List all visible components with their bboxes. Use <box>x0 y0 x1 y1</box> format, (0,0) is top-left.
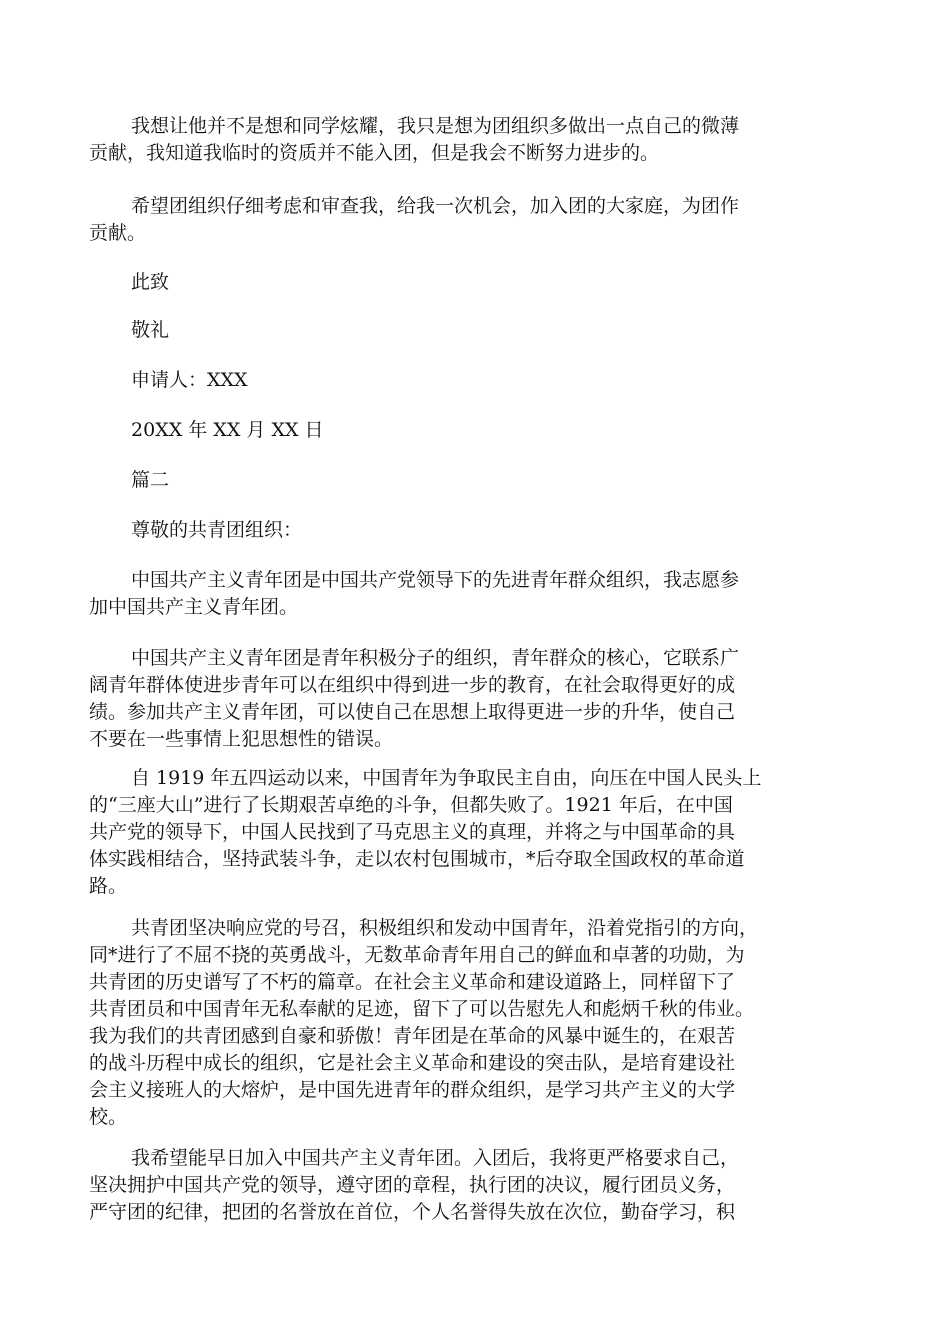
closing-salutation <box>89 269 589 296</box>
text-line: 绩。参加共产主义青年团，可以使自己在思想上取得更进一步的升华，使自己 <box>89 701 736 723</box>
text-line: 的战斗历程中成长的组织，它是社会主义革命和建设的突击队，是培育建设社 <box>89 1052 736 1074</box>
text-line: 共青团坚决响应党的号召，积极组织和发动中国青年，沿着党指引的方向， <box>131 917 759 939</box>
text-line: 共青团的历史谱写了不朽的篇章。在社会主义革命和建设道路上，同样留下了 <box>89 971 736 993</box>
text-line: 共青团员和中国青年无私奉献的足迹，留下了可以告慰先人和彪炳千秋的伟业。 <box>89 998 755 1020</box>
text-line: 校。 <box>89 1106 128 1128</box>
date-line <box>89 417 589 444</box>
greeting-line <box>89 517 589 544</box>
paragraph-league-history <box>89 915 861 1131</box>
text-line: 尊敬的共青团组织： <box>131 519 303 541</box>
text-line: 同*进行了不屈不挠的英勇战斗，无数革命青年用自己的鲜血和卓著的功勋，为 <box>89 944 745 966</box>
paragraph-commitment <box>89 1145 861 1226</box>
text-line: 申请人：XXX <box>131 369 248 391</box>
section-heading <box>89 467 589 494</box>
text-line: 的“三座大山”进行了长期艰苦卓绝的斗争，但都失败了。1921 年后，在中国 <box>89 794 733 816</box>
text-line: 加中国共产主义青年团。 <box>89 596 299 618</box>
text-line: 篇二 <box>131 469 170 491</box>
paragraph-history <box>89 765 861 900</box>
text-line: 贡献，我知道我临时的资质并不能入团，但是我会不断努力进步的。 <box>89 142 660 164</box>
text-line: 中国共产主义青年团是青年积极分子的组织，青年群众的核心，它联系广 <box>131 647 740 669</box>
paragraph-contribution <box>89 113 861 167</box>
text-line: 体实践相结合，坚持武装斗争，走以农村包围城市，*后夺取全国政权的革命道 <box>89 848 745 870</box>
text-line: 我为我们的共青团感到自豪和骄傲！青年团是在革命的风暴中诞生的，在艰苦 <box>89 1025 736 1047</box>
text-line: 不要在一些事情上犯思想性的错误。 <box>89 728 394 750</box>
paragraph-organization <box>89 645 861 753</box>
closing-respect <box>89 317 589 344</box>
text-line: 自 1919 年五四运动以来，中国青年为争取民主自由，向压在中国人民头上 <box>131 767 762 789</box>
text-line: 共产党的领导下，中国人民找到了马克思主义的真理，并将之与中国革命的具 <box>89 821 736 843</box>
text-line: 此致 <box>131 271 170 293</box>
text-line: 会主义接班人的大熔炉，是中国先进青年的群众组织，是学习共产主义的大学 <box>89 1079 736 1101</box>
text-line: 路。 <box>89 875 128 897</box>
text-line: 坚决拥护中国共产党的领导，遵守团的章程，执行团的决议，履行团员义务， <box>89 1174 736 1196</box>
applicant-line <box>89 367 589 394</box>
text-line: 我希望能早日加入中国共产主义青年团。入团后，我将更严格要求自己， <box>131 1147 740 1169</box>
text-line: 20XX 年 XX 月 XX 日 <box>131 419 324 441</box>
text-line: 希望团组织仔细考虑和审查我，给我一次机会，加入团的大家庭，为团作 <box>131 195 740 217</box>
paragraph-request <box>89 193 861 247</box>
text-line: 敬礼 <box>131 319 170 341</box>
text-line: 我想让他并不是想和同学炫耀，我只是想为团组织多做出一点自己的微薄 <box>131 115 740 137</box>
text-line: 阔青年群体使进步青年可以在组织中得到进一步的教育，在社会取得更好的成 <box>89 674 736 696</box>
document-page <box>89 0 861 1344</box>
text-line: 贡献。 <box>89 222 147 244</box>
text-line: 中国共产主义青年团是中国共产党领导下的先进青年群众组织，我志愿参 <box>131 569 740 591</box>
text-line: 严守团的纪律，把团的名誉放在首位，个人名誉得失放在次位，勤奋学习，积 <box>89 1201 736 1223</box>
paragraph-intro <box>89 567 861 621</box>
